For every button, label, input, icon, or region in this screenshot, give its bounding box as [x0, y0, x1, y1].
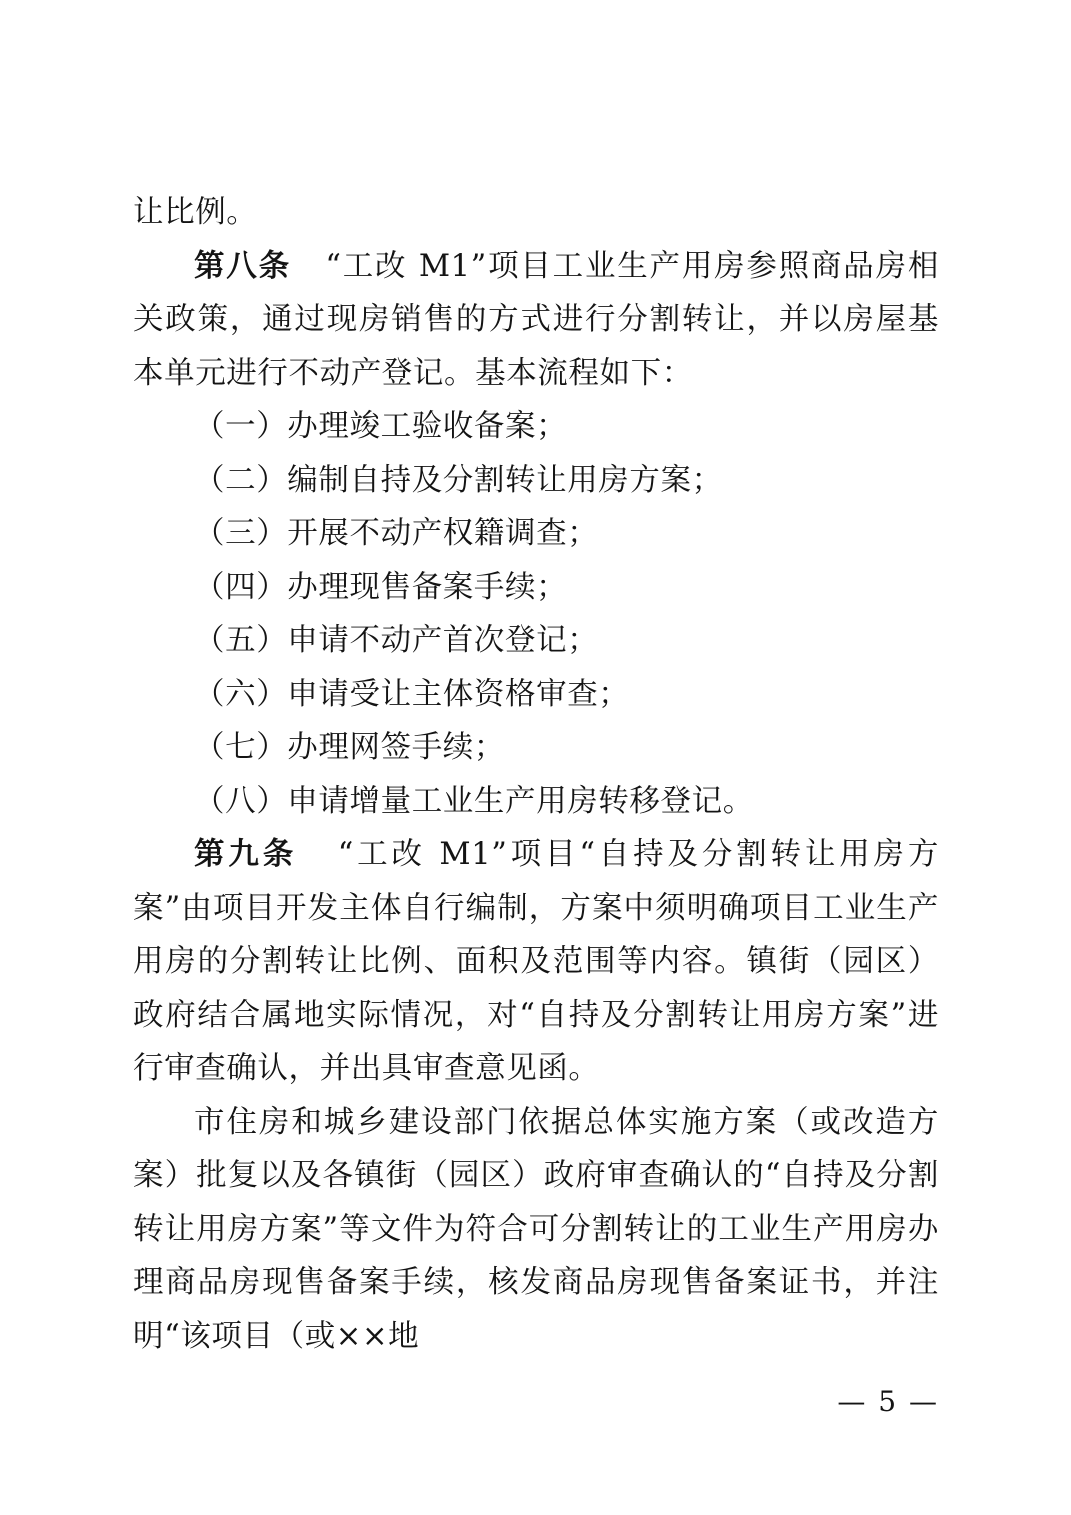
article-9-text: “工改 M1”项目“自持及分割转让用房方案”由项目开发主体自行编制，方案中须明确项目工业生产用房的分割转让比例、面积及范围等内容。镇街（园区）政府结合属地实际情况，对“自持及分割转让用房方案”进行审查确认，并出具审查意见函。: [133, 837, 939, 1086]
paragraph-continued: 让比例。: [133, 195, 258, 230]
page-number: — 5 —: [837, 1385, 939, 1418]
list-item-8: （八）申请增量工业生产用房转移登记。: [194, 783, 754, 819]
article-8-text: “工改 M1”项目工业生产用房参照商品房相关政策，通过现房销售的方式进行分割转让，并以房屋基本单元进行不动产登记。基本流程如下：: [133, 248, 939, 391]
article-8-spacer: [291, 249, 325, 284]
list-item-6: （六）申请受让主体资格审查；: [194, 676, 630, 712]
paragraph-closing: 市住房和城乡建设部门依据总体实施方案（或改造方案）批复以及各镇街（园区）政府审查确认的“自持及分割转让用房方案”等文件为符合可分割转让的工业生产用房办理商品房现售备案手续，核发商品房现售备案证书，并注明“该项目（或××地: [133, 1104, 939, 1354]
list-item-1: （一）办理竣工验收备案；: [194, 409, 568, 444]
article-9-spacer: [297, 837, 338, 872]
list-item-2: （二）编制自持及分割转让用房方案；: [194, 462, 723, 498]
paragraph-article-9: [133, 828, 939, 1096]
list-item-3: （三）开展不动产权籍调查；: [194, 516, 599, 551]
list-item-5: （五）申请不动产首次登记；: [194, 623, 599, 658]
article-8-heading: 第八条: [194, 247, 291, 284]
list-item-4: （四）办理现售备案手续；: [194, 569, 568, 605]
list-item-7: （七）办理网签手续；: [194, 730, 505, 765]
document-body: [133, 186, 939, 1363]
article-9-heading: 第九条: [194, 836, 298, 872]
paragraph-article-8: [133, 240, 939, 401]
